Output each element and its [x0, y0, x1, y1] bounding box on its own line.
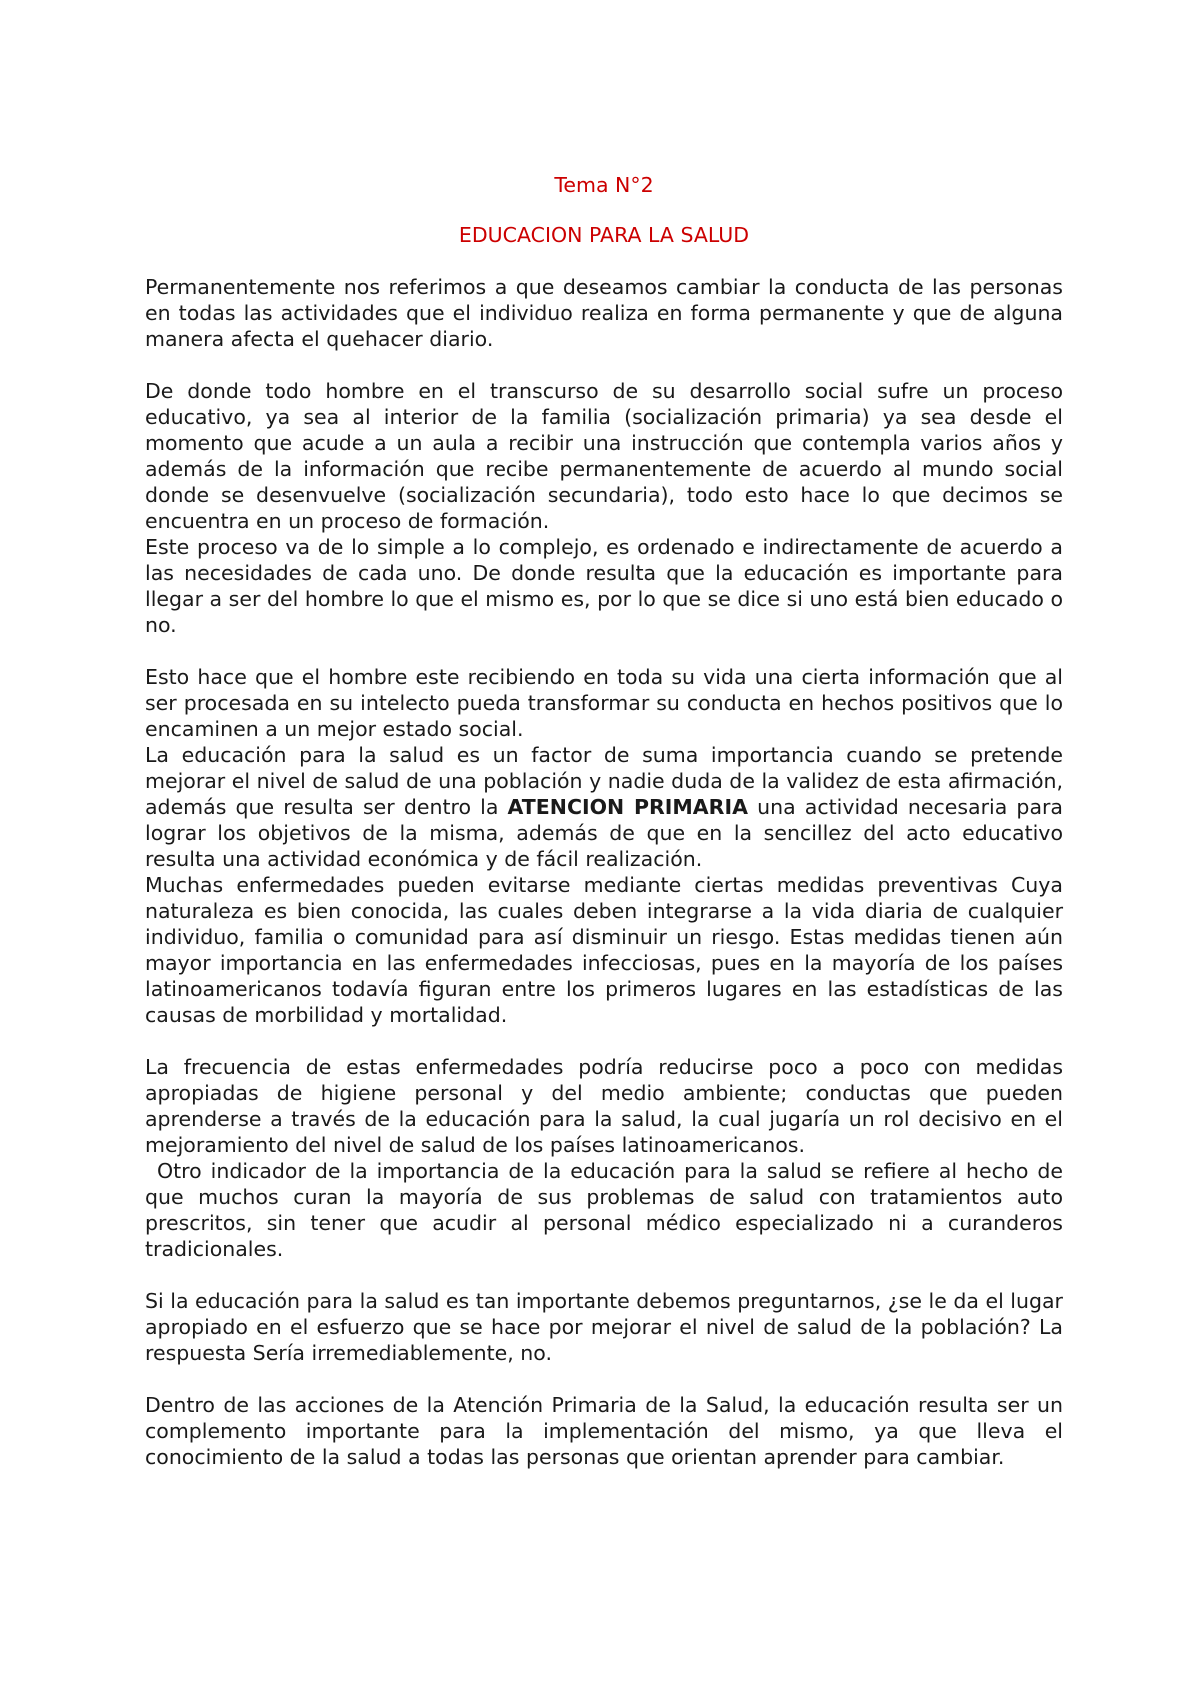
paragraph-8: Otro indicador de la importancia de la educación para la salud se refiere al hecho de que muchos curan la mayoría de sus problemas de salud con tratamientos auto prescritos, sin tener que acudir al personal médico especializado ni a curanderos tradicionales. [145, 1159, 1063, 1261]
paragraph-1: Permanentemente nos referimos a que deseamos cambiar la conducta de las personas en todas las actividades que el individuo realiza en forma permanente y que de alguna manera afecta el quehacer diario. [145, 275, 1063, 351]
paragraph-2: De donde todo hombre en el transcurso de su desarrollo social sufre un proceso educativo, ya sea al interior de la familia (socialización primaria) ya sea desde el momento que acude a un aula a recibir una instrucción que contempla varios años y además de la información que recibe permanentemente de acuerdo al mundo social donde se desenvuelve (socialización secundaria), todo esto hace lo que decimos se encuentra en un proceso de formación. [145, 379, 1063, 533]
topic-number-heading: Tema N°2 [554, 173, 654, 197]
paragraph-10: Dentro de las acciones de la Atención Primaria de la Salud, la educación resulta ser un complemento importante para la implementación del mismo, ya que lleva el conocimiento de la salud a todas las personas que orientan aprender para cambiar. [145, 1393, 1063, 1469]
document-title: EDUCACION PARA LA SALUD [458, 223, 750, 247]
paragraph-6: Muchas enfermedades pueden evitarse mediante ciertas medidas preventivas Cuya naturaleza es bien conocida, las cuales deben integrarse a la vida diaria de cualquier individuo, familia o comunidad para así disminuir un riesgo. Estas medidas tienen aún mayor importancia en las enfermedades infecciosas, pues en la mayoría de los países latinoamericanos todavía figuran entre los primeros lugares en las estadísticas de las causas de morbilidad y mortalidad. [145, 873, 1063, 1027]
document-body [145, 172, 1063, 1470]
paragraph-7: La frecuencia de estas enfermedades podría reducirse poco a poco con medidas apropiadas de higiene personal y del medio ambiente; conductas que pueden aprenderse a través de la educación para la salud, la cual jugaría un rol decisivo en el mejoramiento del nivel de salud de los países latinoamericanos. [145, 1055, 1063, 1157]
paragraph-5-text-start: La educación para la salud es un factor de suma importancia cuando se pretende mejorar el nivel de salud de una población y nadie duda de la validez de esta afirmación, además que resulta ser dentro la [145, 743, 1063, 819]
paragraph-9: Si la educación para la salud es tan importante debemos preguntarnos, ¿se le da el lugar apropiado en el esfuerzo que se hace por mejorar el nivel de salud de la población? La respuesta Sería irremediablemente, no. [145, 1289, 1063, 1365]
paragraph-5 [145, 742, 1063, 872]
paragraph-4: Esto hace que el hombre este recibiendo en toda su vida una cierta información que al ser procesada en su intelecto pueda transformar su conducta en hechos positivos que lo encaminen a un mejor estado social. [145, 665, 1063, 741]
paragraph-5-text-end: una actividad necesaria para lograr los objetivos de la misma, además de que en la sencillez del acto educativo resulta una actividad económica y de fácil realización. [145, 795, 1063, 871]
paragraph-3: Este proceso va de lo simple a lo complejo, es ordenado e indirectamente de acuerdo a las necesidades de cada uno. De donde resulta que la educación es importante para llegar a ser del hombre lo que el mismo es, por lo que se dice si uno está bien educado o no. [145, 535, 1063, 637]
primary-care-emphasis: ATENCION PRIMARIA [507, 795, 748, 819]
